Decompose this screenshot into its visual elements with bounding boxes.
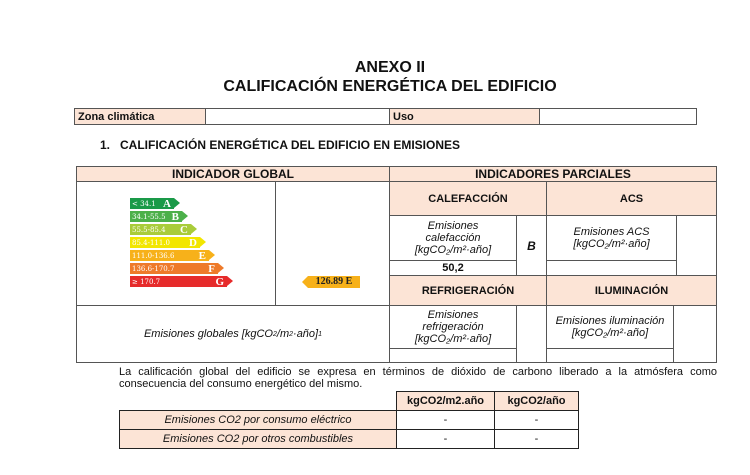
acs-header: ACS <box>546 181 717 216</box>
scale-letter: D <box>189 236 197 249</box>
uso-value[interactable] <box>539 108 697 125</box>
scale-letter: E <box>198 249 206 262</box>
emissions-label-mid: /m <box>276 328 290 340</box>
refrigeracion-label-1: Emisiones <box>427 309 479 321</box>
iluminacion-unit: [kgCO₂/m²·año] <box>571 327 649 339</box>
sup-2: 2 <box>289 330 294 338</box>
calefaccion-label-2: calefacción <box>425 232 481 244</box>
scale-bar-d <box>130 237 200 248</box>
refrigeracion-label-2: refrigeración <box>422 321 484 333</box>
scale-letter: A <box>163 197 171 210</box>
sub-2: 2 <box>272 330 277 338</box>
scale-range: 55.5-85.4 <box>132 225 166 234</box>
global-indicator-header: INDICADOR GLOBAL <box>76 166 390 182</box>
scale-bar-b <box>130 211 182 222</box>
scale-range: < 34.1 <box>132 199 156 208</box>
acs-unit: [kgCO₂/m²·año] <box>573 238 650 250</box>
zona-climatica-value[interactable] <box>205 108 390 125</box>
global-emissions-label <box>76 305 390 363</box>
scale-bar-e <box>130 250 209 261</box>
scale-range: 111.0-136.6 <box>132 251 175 260</box>
page-title: CALIFICACIÓN ENERGÉTICA DEL EDIFICIO <box>223 78 557 95</box>
rating-value: 126.89 E <box>308 276 360 288</box>
calefaccion-header: CALEFACCIÓN <box>389 181 547 216</box>
partial-indicators-header: INDICADORES PARCIALES <box>389 166 717 182</box>
calefaccion-unit: [kgCO₂/m²·año] <box>414 244 492 256</box>
col-header-kgco2-m2: kgCO2/m2.año <box>396 391 495 411</box>
scale-range: 85.4-111.0 <box>132 238 170 247</box>
iluminacion-label <box>546 305 674 349</box>
section-number: 1. <box>100 138 111 152</box>
acs-label <box>546 215 677 261</box>
scale-range: 34.1-55.5 <box>132 212 166 221</box>
scale-letter: G <box>215 275 224 288</box>
explanation-paragraph: La calificación global del edificio se expresa en términos de dióxido de carbono liberado a la atmósfera como consecuencia del consumo energético del mismo. <box>119 366 717 390</box>
combustibles-kgco2: - <box>494 429 579 449</box>
emissions-label-end: ·año] <box>293 328 319 340</box>
acs-label-1: Emisiones ACS <box>573 226 650 238</box>
combustibles-kgco2-m2: - <box>396 429 495 449</box>
acs-rating <box>676 215 717 276</box>
scale-bar-g <box>130 276 227 287</box>
rating-arrow <box>302 276 358 288</box>
scale-letter: C <box>180 223 188 236</box>
scale-letter: B <box>171 210 179 223</box>
zona-climatica-label: Zona climática <box>74 108 206 125</box>
scale-bar-a <box>130 198 174 209</box>
scale-bar-c <box>130 224 191 235</box>
iluminacion-header: ILUMINACIÓN <box>546 275 717 306</box>
col-header-kgco2: kgCO2/año <box>494 391 579 411</box>
row-label-combustibles: Emisiones CO2 por otros combustibles <box>119 429 397 449</box>
iluminacion-rating <box>673 305 717 363</box>
iluminacion-value <box>546 348 674 363</box>
calefaccion-label <box>389 215 517 261</box>
calefaccion-value: 50,2 <box>389 260 517 276</box>
electrico-kgco2-m2: - <box>396 410 495 430</box>
refrigeracion-rating <box>516 305 547 363</box>
acs-value <box>546 260 677 276</box>
annex-title: ANEXO II <box>354 59 426 76</box>
scale-bar-f <box>130 263 218 274</box>
refrigeracion-value <box>389 348 517 363</box>
scale-letter: F <box>208 262 215 275</box>
refrigeracion-unit: [kgCO₂/m²·año] <box>414 333 492 345</box>
calefaccion-label-1: Emisiones <box>427 220 479 232</box>
footnote-marker: 1 <box>318 330 323 338</box>
refrigeracion-label <box>389 305 517 349</box>
scale-range: 136.6-170.7 <box>132 264 175 273</box>
calefaccion-rating: B <box>516 215 547 276</box>
emissions-label-text: Emisiones globales [kgCO <box>143 328 273 340</box>
scale-range: ≥ 170.7 <box>132 277 161 286</box>
row-label-electrico: Emisiones CO2 por consumo eléctrico <box>119 410 397 430</box>
refrigeracion-header: REFRIGERACIÓN <box>389 275 547 306</box>
electrico-kgco2: - <box>494 410 579 430</box>
section-title: CALIFICACIÓN ENERGÉTICA DEL EDIFICIO EN EMISIONES <box>120 138 461 152</box>
iluminacion-label-1: Emisiones iluminación <box>555 315 665 327</box>
uso-label: Uso <box>389 108 540 125</box>
